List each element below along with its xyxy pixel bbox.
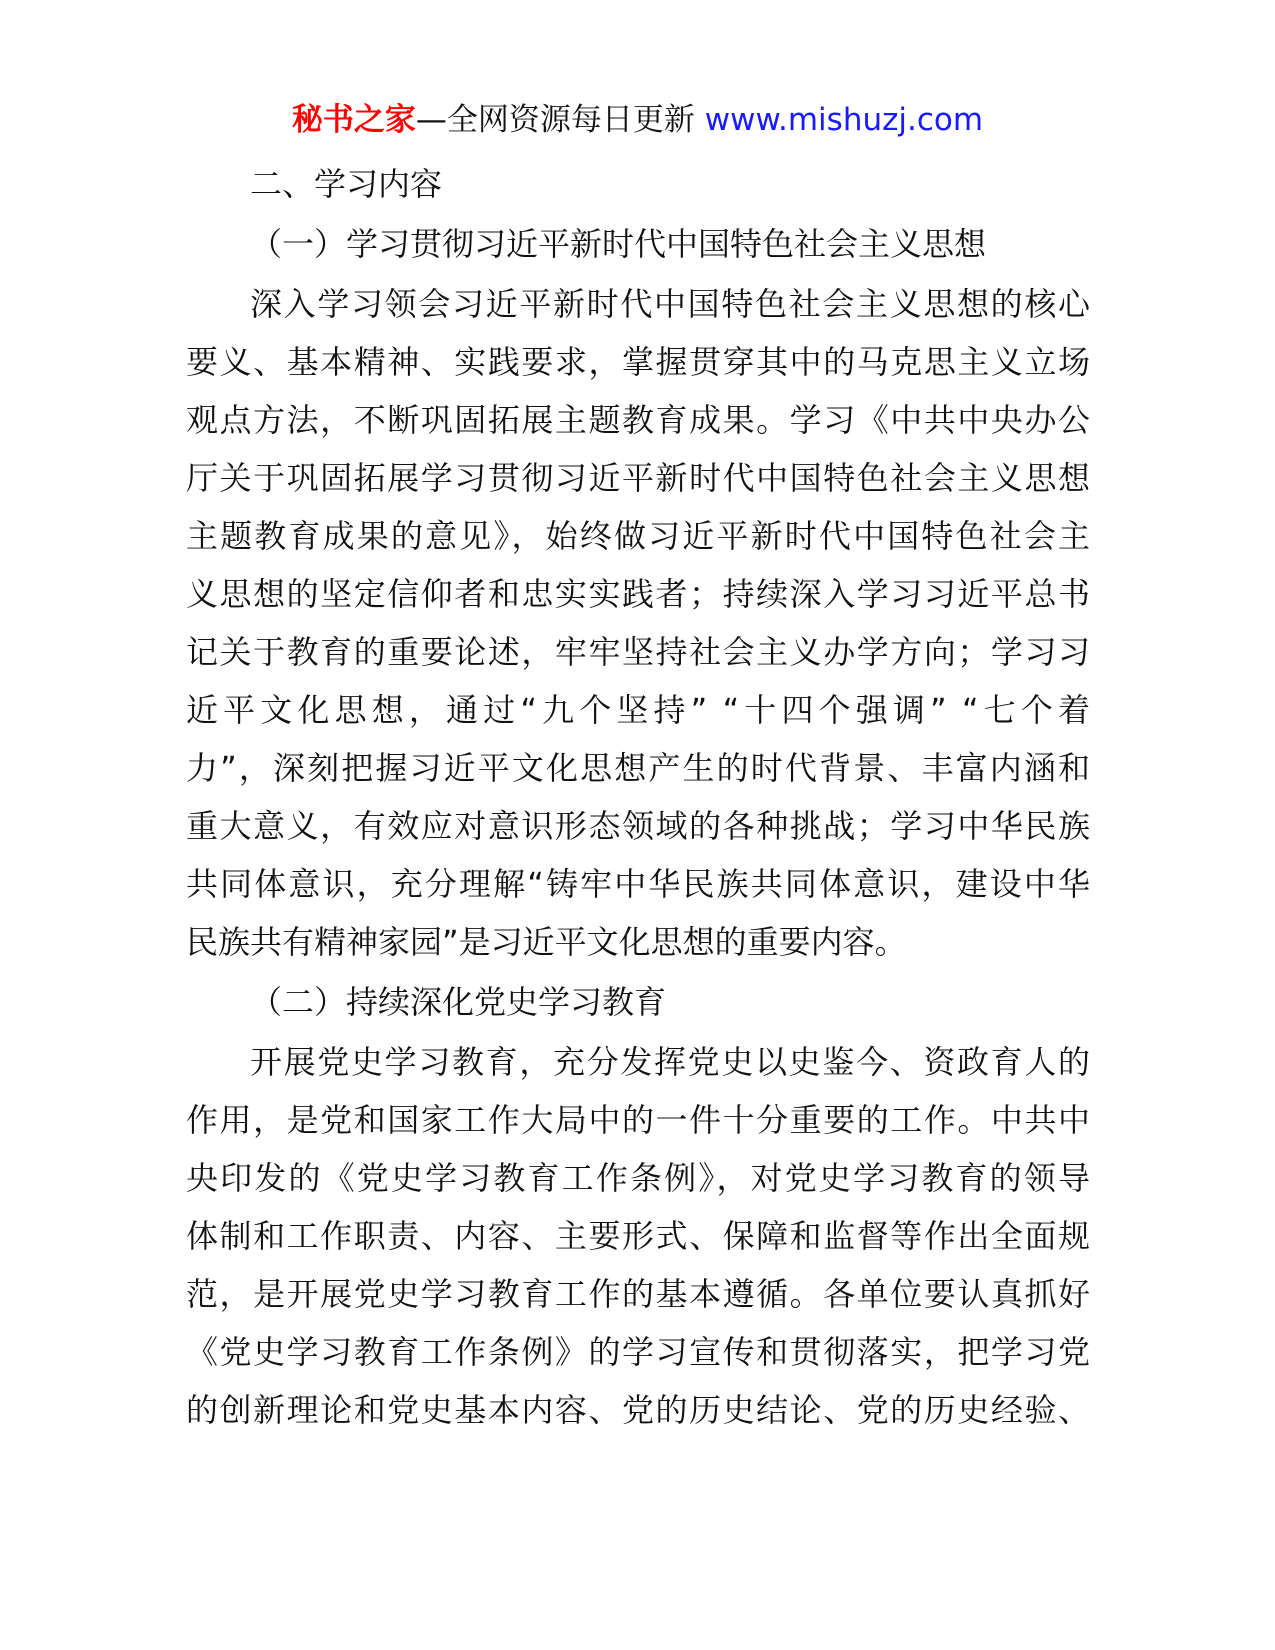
paragraph-line: 共同体意识，充分理解“铸牢中华民族共同体意识，建设中华 <box>186 865 1090 903</box>
paragraph-line: 记关于教育的重要论述，牢牢坚持社会主义办学方向；学习习 <box>186 633 1090 671</box>
paragraph-line: 厅关于巩固拓展学习贯彻习近平新时代中国特色社会主义思想 <box>186 459 1090 497</box>
paragraph-2 <box>186 1033 1090 1439</box>
paragraph-line: 的创新理论和党史基本内容、党的历史结论、党的历史经验、 <box>186 1391 1090 1429</box>
subsection-title-1: （一）学习贯彻习近平新时代中国特色社会主义思想 <box>250 225 987 263</box>
paragraph-1 <box>186 275 1090 971</box>
paragraph-line: 开展党史学习教育，充分发挥党史以史鉴今、资政育人的 <box>250 1043 1090 1081</box>
section-title: 二、学习内容 <box>250 165 443 203</box>
page-header <box>0 98 1275 142</box>
paragraph-line: 体制和工作职责、内容、主要形式、保障和监督等作出全面规 <box>186 1217 1090 1255</box>
paragraph-line: 观点方法，不断巩固拓展主题教育成果。学习《中共中央办公 <box>186 401 1090 439</box>
paragraph-line: 要义、基本精神、实践要求，掌握贯穿其中的马克思主义立场 <box>186 343 1090 381</box>
subsection-title-2: （二）持续深化党史学习教育 <box>250 983 667 1021</box>
paragraph-line: 力”，深刻把握习近平文化思想产生的时代背景、丰富内涵和 <box>186 749 1090 787</box>
paragraph-line: 央印发的《党史学习教育工作条例》，对党史学习教育的领导 <box>186 1159 1090 1197</box>
paragraph-line: 深入学习领会习近平新时代中国特色社会主义思想的核心 <box>250 285 1090 323</box>
paragraph-line: 近平文化思想，通过“九个坚持” “十四个强调” “七个着 <box>186 691 1090 729</box>
paragraph-line: 《党史学习教育工作条例》的学习宣传和贯彻落实，把学习党 <box>186 1333 1090 1371</box>
paragraph-line: 义思想的坚定信仰者和忠实实践者；持续深入学习习近平总书 <box>186 575 1090 613</box>
brand-name: 秘书之家 <box>291 102 416 138</box>
document-body <box>186 155 1090 1439</box>
site-url-link[interactable]: www.mishuzj.com <box>704 102 984 138</box>
paragraph-line: 作用，是党和国家工作大局中的一件十分重要的工作。中共中 <box>186 1101 1090 1139</box>
paragraph-line: 重大意义，有效应对意识形态领域的各种挑战；学习中华民族 <box>186 807 1090 845</box>
paragraph-line: 范，是开展党史学习教育工作的基本遵循。各单位要认真抓好 <box>186 1275 1090 1313</box>
header-tagline: —全网资源每日更新 <box>415 102 695 138</box>
paragraph-line: 主题教育成果的意见》，始终做习近平新时代中国特色社会主 <box>186 517 1090 555</box>
paragraph-line: 民族共有精神家园”是习近平文化思想的重要内容。 <box>186 923 907 961</box>
